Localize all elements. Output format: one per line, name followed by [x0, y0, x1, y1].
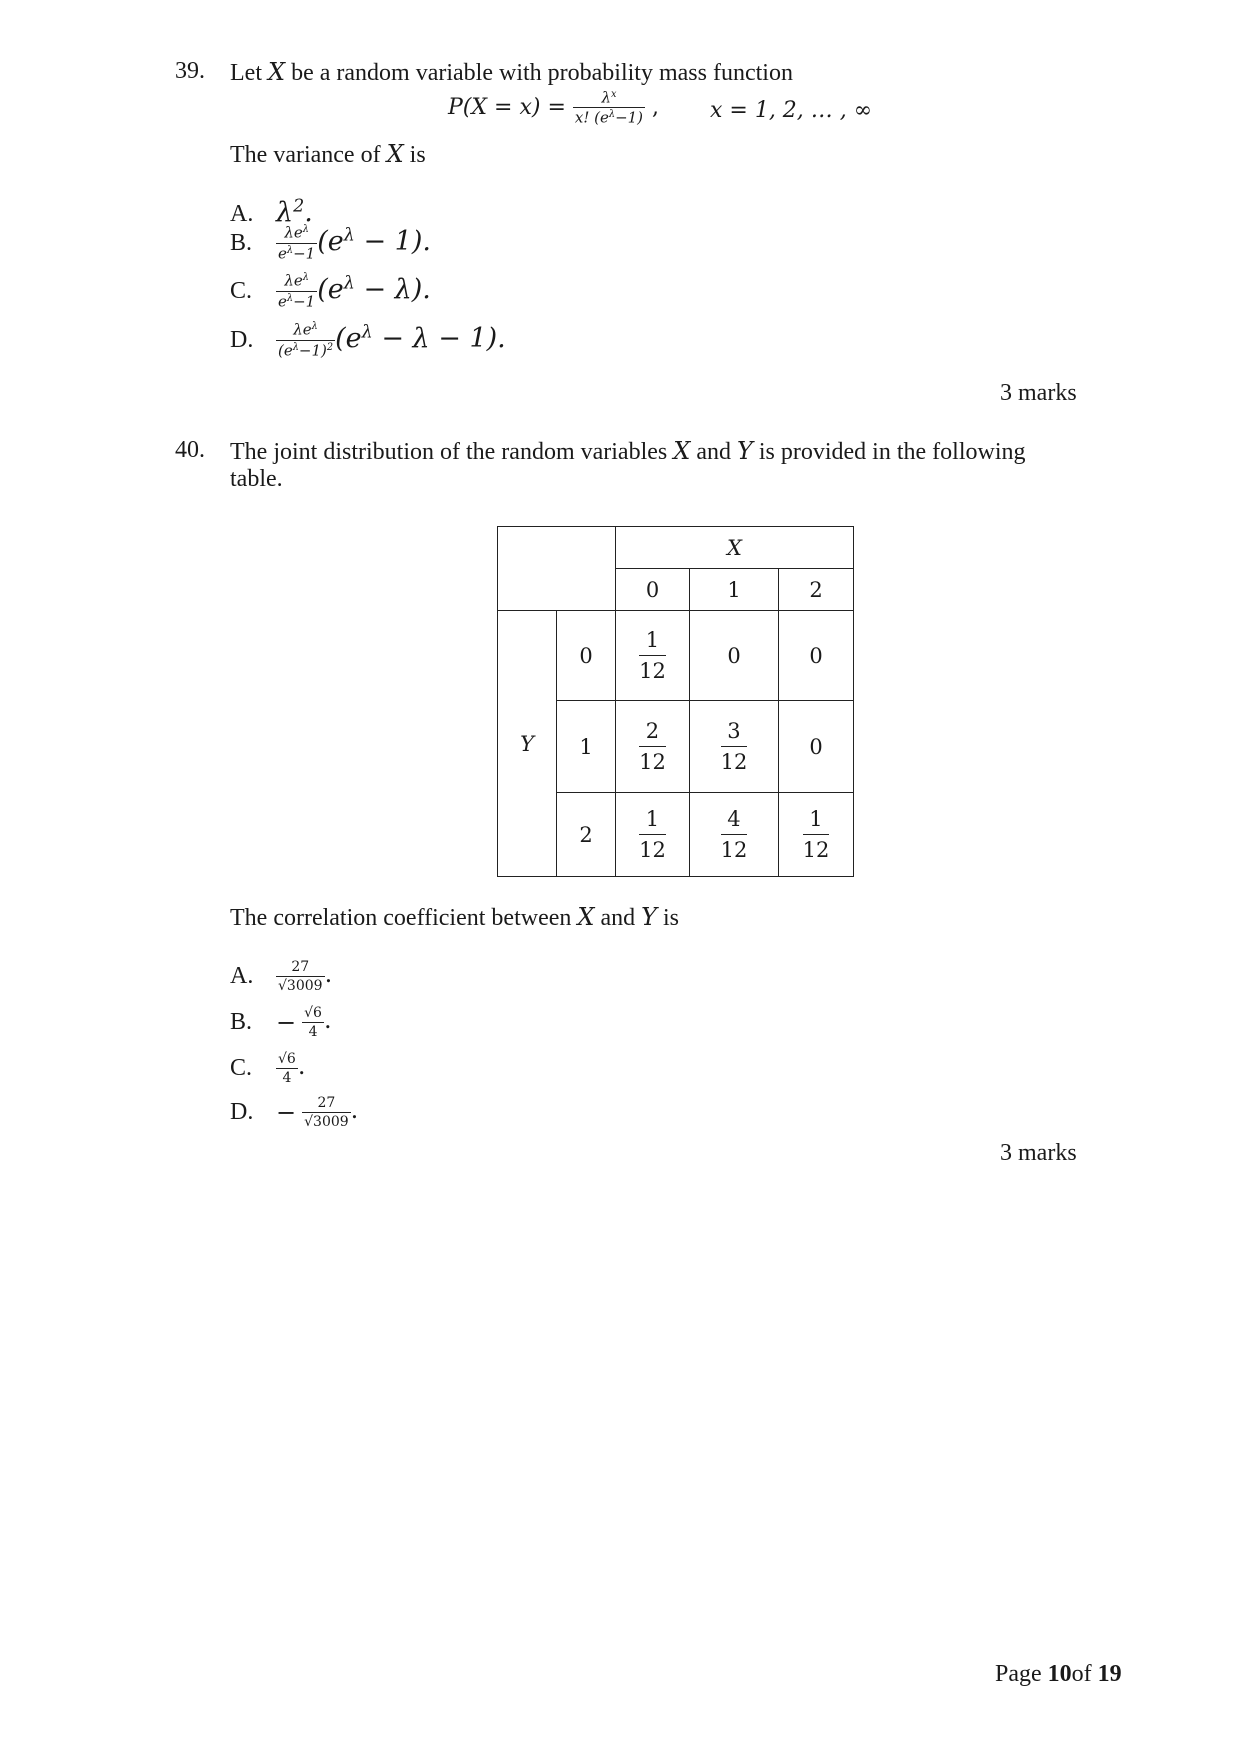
q40-marks: 3 marks — [1000, 1140, 1077, 1166]
cell-y2-x0: $\frac{1}{12}$ — [616, 793, 690, 877]
page-number: Page 10of 19 — [995, 1661, 1122, 1687]
q40-option-a[interactable]: A. $\frac{27}{√3009}$ . — [230, 959, 333, 994]
y-header: Y — [498, 611, 557, 877]
cell-y2-x2: $\frac{1}{12}$ — [779, 793, 854, 877]
q40-number: 40. — [175, 437, 205, 463]
joint-distribution-table — [497, 526, 854, 877]
q39-number: 39. — [175, 58, 205, 84]
x-header: X — [616, 527, 854, 569]
cell-y2-x1: $\frac{4}{12}$ — [690, 793, 779, 877]
cell-y0-x1: 0 — [690, 611, 779, 701]
q40-option-c[interactable]: C. $\frac{√6}{4}$ . — [230, 1051, 306, 1086]
q40-option-b[interactable]: B. − $\frac{√6}{4}$ . — [230, 1005, 332, 1040]
q40-option-d[interactable]: D. − $\frac{27}{√3009}$ . — [230, 1095, 359, 1130]
q39-pmf: P(X = x) = $\frac{\lambda^x}{x! (e^\lambda-1)}$ , — [448, 88, 660, 127]
table-row — [498, 611, 854, 701]
q40-stem-line2: table. — [230, 466, 283, 492]
y-value-1: 1 — [557, 701, 616, 793]
q39-stem: Let X be a random variable with probability mass function — [230, 58, 793, 86]
cell-y1-x0: $\frac{2}{12}$ — [616, 701, 690, 793]
q39-pmf-support: x = 1, 2, … , ∞ — [710, 98, 873, 123]
y-value-2: 2 — [557, 793, 616, 877]
q39-option-c[interactable]: C. $\frac{\lambda e^\lambda}{e^\lambda-1}$ $(e^\lambda - \lambda)$. — [230, 271, 431, 310]
q39-pmf-fraction: $\frac{\lambda^x}{x! (e^\lambda-1)}$ — [574, 88, 644, 127]
y-value-0: 0 — [557, 611, 616, 701]
cell-y0-x2: 0 — [779, 611, 854, 701]
x-value-1: 1 — [690, 569, 779, 611]
table-corner-cell — [498, 527, 616, 611]
q39-option-a[interactable]: A. $\lambda^2$. — [230, 196, 313, 228]
q39-marks: 3 marks — [1000, 380, 1077, 406]
cell-y0-x0: $\frac{1}{12}$ — [616, 611, 690, 701]
cell-y1-x1: $\frac{3}{12}$ — [690, 701, 779, 793]
cell-y1-x2: 0 — [779, 701, 854, 793]
x-value-2: 2 — [779, 569, 854, 611]
q40-question: The correlation coefficient between X and Y is — [230, 903, 679, 931]
q39-question: The variance of X is — [230, 140, 426, 168]
x-value-0: 0 — [616, 569, 690, 611]
q40-stem: The joint distribution of the random variables X and Y is provided in the following — [230, 437, 1026, 465]
q39-option-b[interactable]: B. $\frac{\lambda e^\lambda}{e^\lambda-1}$ $(e^\lambda - 1)$. — [230, 223, 431, 262]
q39-option-d[interactable]: D. $\frac{\lambda e^\lambda}{(e^\lambda-1)^2}$ $(e^\lambda - \lambda - 1)$. — [230, 320, 506, 359]
